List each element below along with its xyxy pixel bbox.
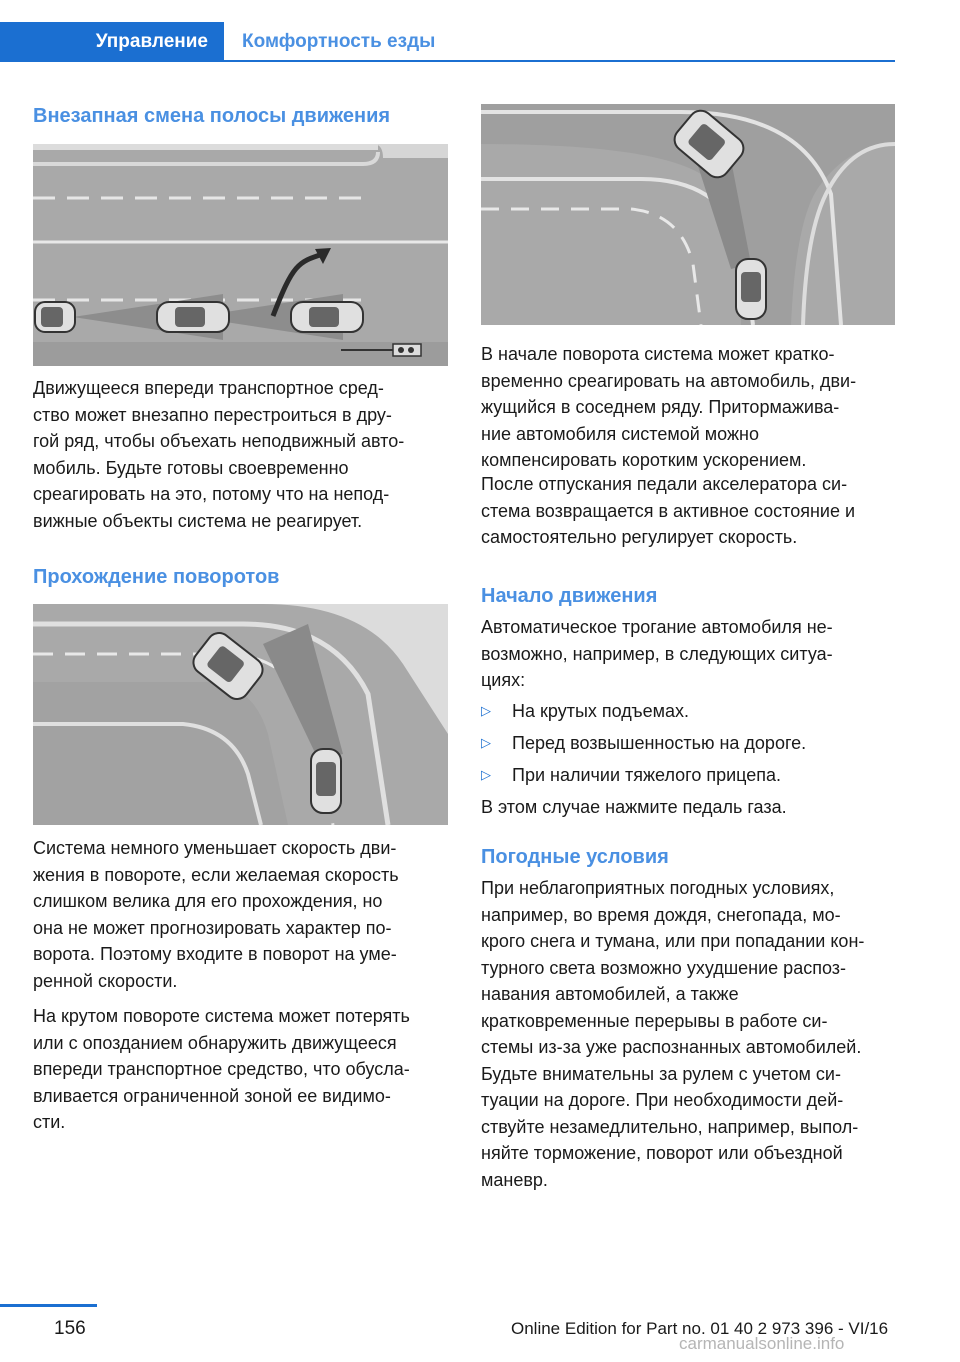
text-line: кратковременные перерывы в работе си-	[481, 1010, 828, 1031]
paragraph-reactivation	[481, 471, 896, 551]
text-line: циях:	[481, 670, 526, 690]
text-line: ренной скорости.	[33, 970, 178, 991]
paragraph-lane-change	[33, 375, 448, 534]
text-line: При неблагоприятных погодных условиях,	[481, 878, 835, 898]
figure-lane-change	[33, 144, 448, 366]
page-number: 156	[54, 1318, 86, 1339]
paragraph-press-gas: В этом случае нажмите педаль газа.	[481, 797, 787, 817]
text-line: ние автомобиля системой можно	[481, 423, 759, 444]
text-line: ство может внезапно перестроиться в дру-	[33, 404, 392, 425]
text-line: временно среагировать на автомобиль, дви-	[481, 370, 857, 391]
text-line: Движущееся впереди транспортное сред-	[33, 378, 384, 398]
triangle-right-icon: ▷	[481, 703, 491, 718]
text-line: сти.	[33, 1112, 66, 1132]
heading-lane-change: Внезапная смена полосы движения	[33, 105, 391, 127]
text-line: вижные объекты система не реагирует.	[33, 510, 363, 531]
text-line: Система немного уменьшает скорость дви-	[33, 838, 397, 858]
list-item-text: При наличии тяжелого прицепа.	[512, 765, 782, 785]
text-line: ствуйте незамедлительно, например, выпол-	[481, 1116, 859, 1137]
text-line: среагировать на это, потому что на непод-	[33, 484, 390, 504]
figure-curve-left	[33, 604, 448, 825]
text-line: няйте торможение, поворот или объездной	[481, 1143, 843, 1163]
text-line: навания автомобилей, а также	[481, 984, 739, 1004]
watermark: carmanualsonline.info	[679, 1334, 845, 1353]
list-item-text: На крутых подъемах.	[512, 701, 689, 721]
text-line: она не может прогнозировать характер по-	[33, 917, 392, 938]
text-line: жения в повороте, если желаемая скорость	[33, 864, 399, 885]
text-line: стемы из-за уже распознанных автомобилей.	[481, 1037, 862, 1057]
text-line: возможно, например, в следующих ситуа-	[481, 643, 833, 664]
triangle-right-icon: ▷	[481, 735, 491, 750]
triangle-right-icon: ▷	[481, 767, 491, 782]
paragraph-sharp-curve	[33, 1003, 453, 1136]
paragraph-auto-start	[481, 614, 896, 694]
text-line: На крутом повороте система может потерять	[33, 1006, 410, 1026]
text-line: В начале поворота система может кратко-	[481, 344, 835, 364]
text-line: крого снега и тумана, или при попадании кон-	[481, 931, 865, 951]
paragraph-adjacent-lane	[481, 341, 896, 474]
text-line: вливается ограниченной зоной ее видимо-	[33, 1085, 391, 1106]
text-line: маневр.	[481, 1169, 548, 1190]
text-line: стема возвращается в активное состояние и	[481, 500, 856, 521]
chapter-tab[interactable]: Управление	[0, 22, 224, 62]
text-line: гой ряд, чтобы объехать неподвижный авто-	[33, 431, 405, 451]
heading-curves: Прохождение поворотов	[33, 566, 280, 588]
header-divider	[224, 60, 895, 62]
text-line: жущийся в соседнем ряду. Притормажива-	[481, 397, 840, 417]
text-line: ворота. Поэтому входите в поворот на уме-	[33, 944, 397, 964]
text-line: Автоматическое трогание автомобиля не-	[481, 617, 833, 637]
header-bar	[0, 22, 895, 62]
text-line: Будьте внимательны за рулем с учетом си-	[481, 1063, 841, 1084]
heading-weather: Погодные условия	[481, 846, 669, 868]
text-line: мобиль. Будьте готовы своевременно	[33, 457, 349, 478]
footer-accent-line	[0, 1304, 97, 1307]
heading-start: Начало движения	[481, 585, 658, 607]
text-line: например, во время дождя, снегопада, мо-	[481, 904, 841, 925]
text-line: самостоятельно регулирует скорость.	[481, 527, 798, 547]
text-line: впереди транспортное средство, что обусла-	[33, 1059, 410, 1079]
list-item-text: Перед возвышенностью на дороге.	[512, 733, 807, 753]
section-tab[interactable]: Комфортность езды	[242, 31, 436, 52]
paragraph-weather	[481, 875, 901, 1193]
paragraph-curve-speed	[33, 835, 448, 994]
text-line: или с опозданием обнаружить движущееся	[33, 1032, 397, 1053]
text-line: После отпускания педали акселератора си-	[481, 474, 848, 494]
text-line: слишком велика для его прохождения, но	[33, 891, 383, 911]
text-line: компенсировать коротким ускорением.	[481, 450, 807, 470]
text-line: туации на дороге. При необходимости дей-	[481, 1090, 844, 1110]
figure-curve-right	[481, 104, 895, 325]
text-line: турного света возможно ухудшение распоз-	[481, 957, 847, 978]
edition-note: Online Edition for Part no. 01 40 2 973 396 - VI/16	[511, 1319, 889, 1338]
